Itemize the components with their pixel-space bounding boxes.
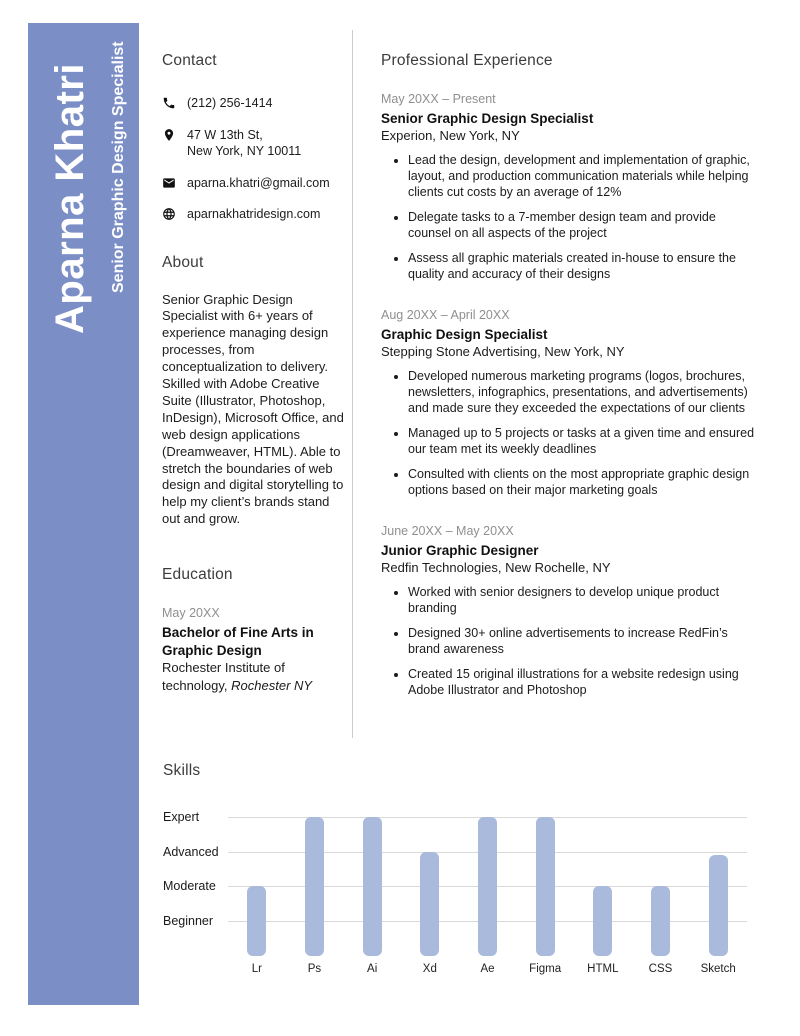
contact-items bbox=[162, 95, 349, 223]
candidate-job-title: Senior Graphic Design Specialist bbox=[110, 41, 127, 293]
contact-line: New York, NY 10011 bbox=[187, 144, 302, 158]
chart-x-category-label: Figma bbox=[529, 963, 562, 975]
skill-bar bbox=[247, 886, 266, 955]
education-heading: Education bbox=[162, 566, 233, 584]
contact-heading: Contact bbox=[162, 52, 217, 69]
chart-y-tick-label: Beginner bbox=[163, 914, 214, 929]
column-divider bbox=[352, 30, 353, 738]
skill-bar bbox=[651, 886, 670, 955]
sidebar bbox=[28, 23, 139, 1005]
job-dates: June 20XX – May 20XX bbox=[381, 524, 514, 538]
chart-x-category-label: CSS bbox=[648, 963, 673, 975]
job-bullet: • Developed numerous marketing programs (logos, brochures, newsletters, infographics, presentations, and advertisements) and made sure they exceeded the expectations of our clients bbox=[408, 368, 756, 416]
job-title: Senior Graphic Design Specialist bbox=[381, 111, 594, 126]
jobs-list bbox=[381, 92, 756, 698]
job-bullet: • Worked with senior designers to develop unique product branding bbox=[408, 584, 756, 616]
job-bullet: • Created 15 original illustrations for a website redesign using Adobe Illustrator and Photoshop bbox=[408, 666, 756, 698]
chart-y-tick-label: Expert bbox=[163, 810, 200, 824]
contact-row bbox=[162, 95, 349, 112]
left-column bbox=[162, 52, 349, 694]
job-bullet-list bbox=[381, 584, 756, 698]
about-heading: About bbox=[162, 253, 204, 271]
experience-section bbox=[381, 52, 756, 724]
job-dates: Aug 20XX – April 20XX bbox=[381, 308, 510, 322]
skill-bar bbox=[420, 852, 439, 956]
chart-x-category-label: Lr bbox=[251, 963, 262, 975]
chart-x-category-label: HTML bbox=[587, 963, 619, 975]
skills-chart bbox=[163, 807, 763, 992]
contact-text bbox=[187, 127, 301, 160]
experience-heading: Professional Experience bbox=[381, 52, 553, 69]
chart-x-category-label: Sketch bbox=[700, 963, 736, 975]
job-company: Stepping Stone Advertising, New York, NY bbox=[381, 344, 625, 359]
job-bullet: • Lead the design, development and implementation of graphic, layout, and production communication materials while helping clients cut costs by an average of 12% bbox=[408, 152, 756, 200]
job-entry bbox=[381, 92, 756, 282]
job-company: Experion, New York, NY bbox=[381, 128, 520, 143]
job-bullet: • Delegate tasks to a 7-member design team and provide counsel on all aspects of the project bbox=[408, 209, 756, 241]
job-bullet: • Managed up to 5 projects or tasks at a given time and ensured our team met its weekly deadlines bbox=[408, 425, 756, 457]
job-title: Junior Graphic Designer bbox=[381, 543, 539, 558]
job-entry bbox=[381, 524, 756, 698]
contact-text bbox=[187, 175, 330, 192]
envelope-icon bbox=[162, 176, 176, 190]
contact-line: aparnakhatridesign.com bbox=[187, 207, 321, 221]
chart-y-tick-label: Advanced bbox=[163, 844, 219, 859]
job-bullet-list bbox=[381, 368, 756, 498]
education-degree: Bachelor of Fine Arts in Graphic Design bbox=[162, 625, 314, 658]
job-company: Redfin Technologies, New Rochelle, NY bbox=[381, 560, 611, 575]
job-bullet: • Consulted with clients on the most appropriate graphic design options based on their major marketing goals bbox=[408, 466, 756, 498]
contact-row bbox=[162, 206, 349, 223]
skill-bar bbox=[593, 886, 612, 955]
job-dates: May 20XX – Present bbox=[381, 92, 496, 106]
chart-x-category-label: Ai bbox=[367, 963, 378, 975]
job-entry bbox=[381, 308, 756, 498]
phone-icon bbox=[162, 96, 176, 110]
skill-bar bbox=[536, 817, 555, 956]
education-date: May 20XX bbox=[162, 606, 220, 621]
skill-bar bbox=[363, 817, 382, 956]
education-school-location: Rochester NY bbox=[231, 677, 313, 693]
candidate-name: Aparna Khatri bbox=[48, 63, 92, 334]
location-pin-icon bbox=[162, 128, 176, 142]
skills-heading: Skills bbox=[163, 762, 201, 779]
chart-y-tick-label: Moderate bbox=[163, 879, 216, 894]
contact-text bbox=[187, 95, 272, 112]
contact-row bbox=[162, 127, 349, 160]
chart-x-category-label: Ae bbox=[480, 963, 495, 975]
skill-bar bbox=[478, 817, 497, 956]
job-bullet: • Designed 30+ online advertisements to increase RedFin’s brand awareness bbox=[408, 625, 756, 657]
job-bullet-list bbox=[381, 152, 756, 282]
contact-text bbox=[187, 206, 320, 223]
education-school-name: Rochester Institute of technology, bbox=[162, 660, 285, 693]
education-school bbox=[162, 659, 349, 694]
contact-line: (212) 256-1414 bbox=[187, 96, 273, 110]
contact-line: aparna.khatri@gmail.com bbox=[187, 175, 330, 190]
job-bullet: • Assess all graphic materials created in-house to ensure the quality and accuracy of their designs bbox=[408, 250, 756, 282]
contact-line: 47 W 13th St, bbox=[187, 127, 263, 142]
globe-icon bbox=[162, 207, 176, 221]
chart-x-category-label: Xd bbox=[422, 963, 437, 975]
skill-bar bbox=[305, 817, 324, 956]
job-title: Graphic Design Specialist bbox=[381, 327, 548, 342]
contact-row bbox=[162, 175, 349, 192]
skill-bar bbox=[709, 855, 728, 956]
chart-x-category-label: Ps bbox=[307, 963, 322, 975]
about-text: Senior Graphic Design Specialist with 6+ years of experience managing design processes, from conceptualization to delivery. Skilled with Adobe Creative Suite (Illustrator, Photoshop, InDesign), Microsoft Office, and web design applications (Dreamweaver, HTML). Able to stretch the boundaries of web design and digital storytelling to help my client’s brands stand out and grow. bbox=[162, 291, 344, 527]
